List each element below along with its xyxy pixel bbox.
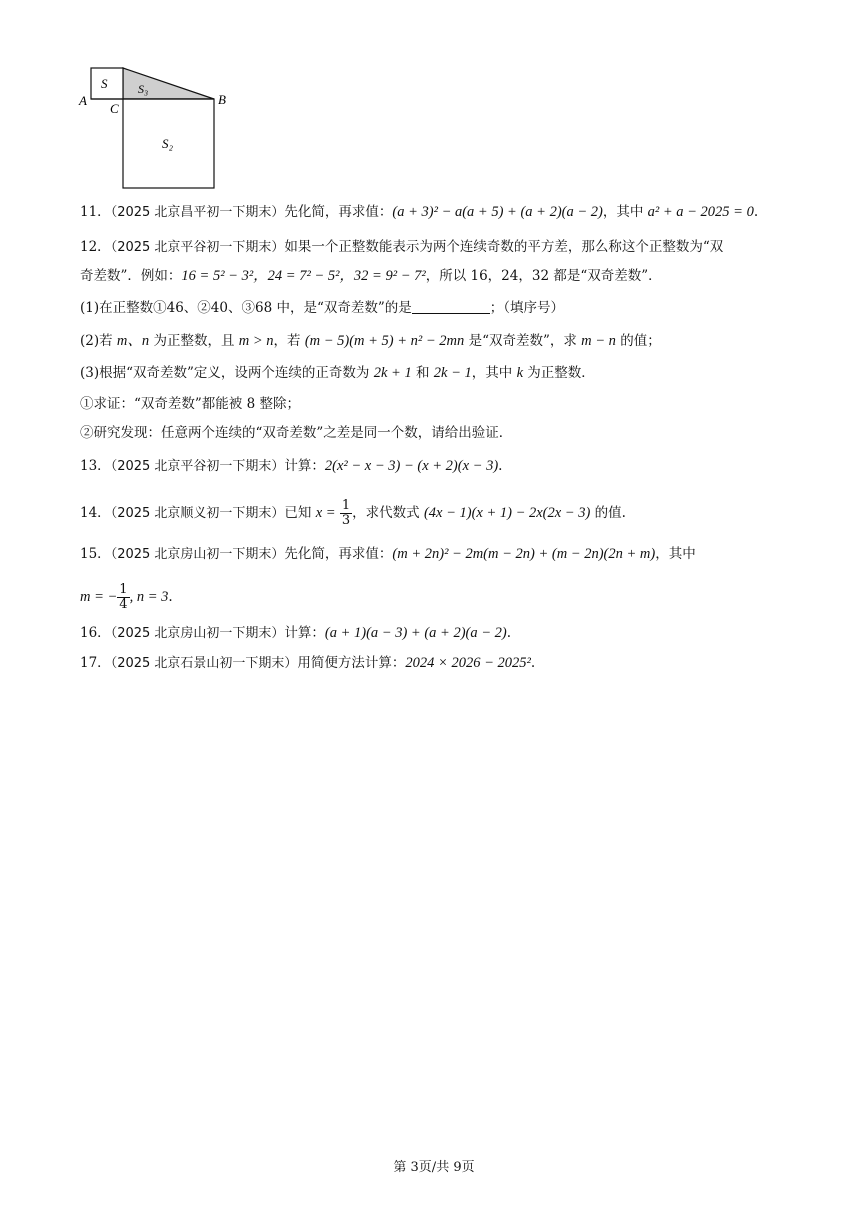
math-expression: (m + 2n)² − 2m(m − 2n) + (m − 2n)(2n + m) <box>392 546 656 562</box>
math-expression: 2k − 1 <box>433 365 472 381</box>
text-fragment: . <box>498 458 503 474</box>
label-s2: S₂ <box>162 136 174 151</box>
text-fragment: 为正整数． <box>523 365 595 381</box>
question-number: 17． <box>80 655 111 671</box>
answer-blank[interactable] <box>412 299 490 314</box>
question-number: 12． <box>80 239 111 255</box>
math-expression: , n = 3 <box>129 589 169 605</box>
question-15-line-2 <box>80 583 173 612</box>
math-condition: m > n <box>238 333 274 349</box>
label-s3: S₃ <box>138 82 149 96</box>
question-source: （2025 北京顺义初一下期末） <box>110 506 285 521</box>
text-fragment: . <box>753 204 759 220</box>
math-expression: (a + 3)² − a(a + 5) + (a + 2)(a − 2) <box>392 204 603 220</box>
text-fragment: (3)根据“双奇差数”定义，设两个连续的正奇数为 <box>80 365 374 381</box>
question-12-line-1 <box>80 237 723 258</box>
math-expression: m = − <box>80 589 118 605</box>
math-target: m − n <box>581 333 616 349</box>
text-fragment: 的值； <box>615 333 661 349</box>
text-fragment: 是“双奇差数”，求 <box>464 333 582 349</box>
text-fragment: ，若 <box>273 333 305 349</box>
page-footer <box>0 1156 868 1175</box>
math-expression: 2(x² − x − 3) − (x + 2)(x − 3) <box>324 458 499 474</box>
text-fragment: ，其中 <box>655 546 696 562</box>
math-expression: 2024 × 2026 − 2025² <box>405 655 531 671</box>
question-12-sub-1 <box>80 394 300 414</box>
fraction-numerator: 1 <box>341 498 351 513</box>
text-fragment: 奇差数”．例如： <box>80 268 182 284</box>
text-fragment: 为正整数，且 <box>149 333 239 349</box>
text-fragment: . <box>530 655 536 671</box>
question-source: （2025 北京石景山初一下期末） <box>110 656 298 671</box>
label-s1: S <box>101 76 108 91</box>
question-16 <box>80 623 511 644</box>
math-expression: (m − 5)(m + 5) + n² − 2mn <box>304 333 465 349</box>
text-fragment: 的值. <box>590 505 626 521</box>
question-12-part-1 <box>80 298 564 318</box>
fraction-denominator: 3 <box>341 513 351 528</box>
question-source: （2025 北京平谷初一下期末） <box>110 459 285 474</box>
sub-question-text: ①求证：“双奇差数”都能被 8 整除； <box>80 396 300 412</box>
question-source: （2025 北京昌平初一下期末） <box>110 205 285 220</box>
question-stem: 先化简，再求值： <box>284 204 393 220</box>
question-11 <box>80 202 758 223</box>
text-fragment: 和 <box>411 365 434 381</box>
question-source: （2025 北京房山初一下期末） <box>110 626 285 641</box>
question-12-sub-2 <box>80 423 512 443</box>
math-expression: x = <box>315 505 336 521</box>
text-fragment: . <box>168 589 173 605</box>
question-source: （2025 北京平谷初一下期末） <box>110 240 285 255</box>
math-condition: a² + a − 2025 = 0 <box>647 204 754 220</box>
math-expression: 2k + 1 <box>373 365 412 381</box>
text-fragment: ，其中 <box>602 204 648 220</box>
question-stem: 计算： <box>284 458 325 474</box>
label-c: C <box>110 101 119 116</box>
geometry-figure <box>76 62 236 192</box>
math-variable: k <box>516 365 524 381</box>
question-stem: 如果一个正整数能表示为两个连续奇数的平方差，那么称这个正整数为“双 <box>284 239 724 255</box>
question-stem: 计算： <box>284 625 325 641</box>
page-number: 第 3页/共 9页 <box>393 1160 475 1175</box>
fraction <box>340 499 352 528</box>
question-number: 11． <box>80 204 111 220</box>
question-12-part-2 <box>80 331 661 351</box>
question-source: （2025 北京房山初一下期末） <box>110 547 285 562</box>
question-stem: 已知 <box>284 505 316 521</box>
math-variables: m、n <box>116 333 150 349</box>
label-a: A <box>79 93 87 108</box>
fraction <box>117 583 129 612</box>
question-15-line-1 <box>80 544 696 565</box>
text-fragment: ，所以 16，24，32 都是“双奇差数”． <box>425 268 662 284</box>
question-number: 13． <box>80 458 111 474</box>
question-13 <box>80 456 502 477</box>
sub-question-text: ②研究发现：任意两个连续的“双奇差数”之差是同一个数，请给出验证． <box>80 425 513 441</box>
fraction-numerator: 1 <box>119 582 128 597</box>
text-fragment: ；（填序号） <box>489 300 565 316</box>
question-number: 15． <box>80 546 111 562</box>
text-fragment: (1)在正整数①46、②40、③68 中，是“双奇差数”的是 <box>80 300 412 316</box>
question-stem: 用简便方法计算： <box>297 655 406 671</box>
question-14 <box>80 499 626 528</box>
triangle-s3 <box>123 68 214 99</box>
math-expression: (4x − 1)(x + 1) − 2x(2x − 3) <box>423 505 591 521</box>
fraction-denominator: 4 <box>119 597 128 612</box>
question-stem: 先化简，再求值： <box>284 546 393 562</box>
question-12-part-3 <box>80 363 595 383</box>
text-fragment: . <box>506 625 512 641</box>
question-number: 16． <box>80 625 111 641</box>
text-fragment: ，其中 <box>471 365 517 381</box>
question-12-line-2 <box>80 266 662 286</box>
math-examples: 16 = 5² − 3²，24 = 7² − 5²，32 = 9² − 7² <box>181 268 426 284</box>
text-fragment: (2)若 <box>80 333 117 349</box>
text-fragment: ，求代数式 <box>352 505 424 521</box>
label-b: B <box>218 92 226 107</box>
question-number: 14． <box>80 505 111 521</box>
question-17 <box>80 653 535 674</box>
math-expression: (a + 1)(a − 3) + (a + 2)(a − 2) <box>324 625 507 641</box>
